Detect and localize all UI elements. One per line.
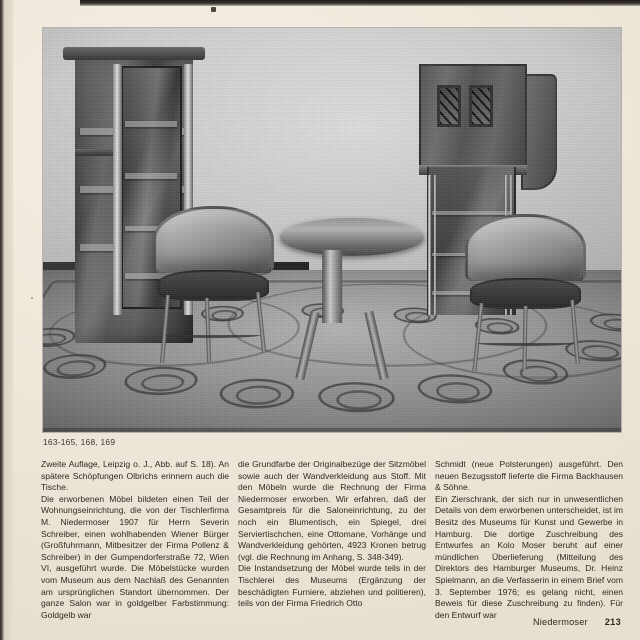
page-number: 213 — [604, 617, 621, 627]
page-gutter-shadow — [4, 0, 13, 640]
photo-armchair-left — [153, 206, 274, 360]
text-column-1 — [41, 459, 229, 621]
photo-leaded-glass-panel-left — [437, 85, 461, 127]
paragraph: die Grundfarbe der Originalbezüge der Sitzmöbel sowie auch der Wandverkleidung aus Stoff. Mit den Möbeln wurde die Rechnung der Firma Niedermoser erworben. Wir erfahren, daß der Gesamtpreis für die Saloneinrichtung, zu der noch ein Blumentisch, ein Spiegel, drei Serviertischchen, eine Ottomane, Vorhänge und Wandverkleidung gehörten, 4923 Kronen betrug (vgl. die Rechnung im Anhang, S. 348-349). — [238, 459, 426, 562]
paragraph: Ein Zierschrank, der sich nur in unwesentlichen Details von dem erworbenen unterscheidet, ist im Besitz des Museums für Kunst und Gewerbe in Hamburg. Die dortige Zuschreibung des Entwurfes an Kolo Moser beruht auf einer mündlichen Überlieferung (Mitteilung des Direktors des Hamburger Museums, Dr. Heinz Spielmann, an die Verfasserin in einem Brief vom 3. September 1976; es gelang nicht, einen Beweis für diese Zuschreibung zu finden). Für den Entwurf war — [435, 493, 623, 620]
scan-edge-top — [80, 0, 640, 6]
photo-vitrine-left-pillar-a — [113, 64, 122, 314]
figure-caption: 163-165, 168, 169 — [43, 437, 116, 447]
page-footer — [533, 617, 621, 627]
paragraph: Schmidt (neue Polsterungen) ausgeführt. Den neuen Bezugsstoff lieferte die Firma Backhausen & Söhne. — [435, 459, 623, 493]
text-columns — [41, 459, 623, 621]
scan-speck — [211, 7, 216, 12]
text-column-2 — [238, 459, 426, 621]
paragraph: Zweite Auflage, Leipzig o. J., Abb. auf S. 18). An spätere Schöpfungen Olbrichs erinnern auch die Tische. — [41, 459, 229, 493]
scan-speck-small — [31, 297, 33, 299]
photo-armchair-right — [465, 214, 586, 368]
photo-vitrine-left-cornice — [63, 47, 205, 60]
photo-centre-table-top — [280, 218, 425, 256]
running-head: Niedermoser — [532, 617, 588, 627]
text-column-3 — [435, 459, 623, 621]
paragraph: Die erworbenen Möbel bildeten einen Teil der Wohnungseinrichtung, die von der Tischlerfirma M. Niedermoser 1907 für Herrn Severin Schreiber, einen wohlhabenden Wiener Bürger (Großfuhrmann, Mitbesitzer der Firma Pollenz & Schreiber) in der Gumpendorferstraße 72, Wien VI, ausgeführt wurde. Die Möbelstücke wurden vom Museum aus dem Nachlaß des Genannten am ursprünglichen Standort übernommen. Der ganze Salon war in goldgelber Farbstimmung: Goldgelb war — [41, 493, 229, 620]
photo-centre-table-stem — [322, 250, 342, 323]
paragraph: Die Instandsetzung der Möbel wurde teils in der Tischlerei des Museums (Ergänzung der beschädigten Furniere, abziehen und politieren), teils von der Firma Friedrich Otto — [238, 563, 426, 609]
interior-photograph — [43, 28, 621, 432]
photo-leaded-glass-panel-right — [469, 85, 493, 127]
photo-sideboard-upper — [419, 64, 527, 169]
